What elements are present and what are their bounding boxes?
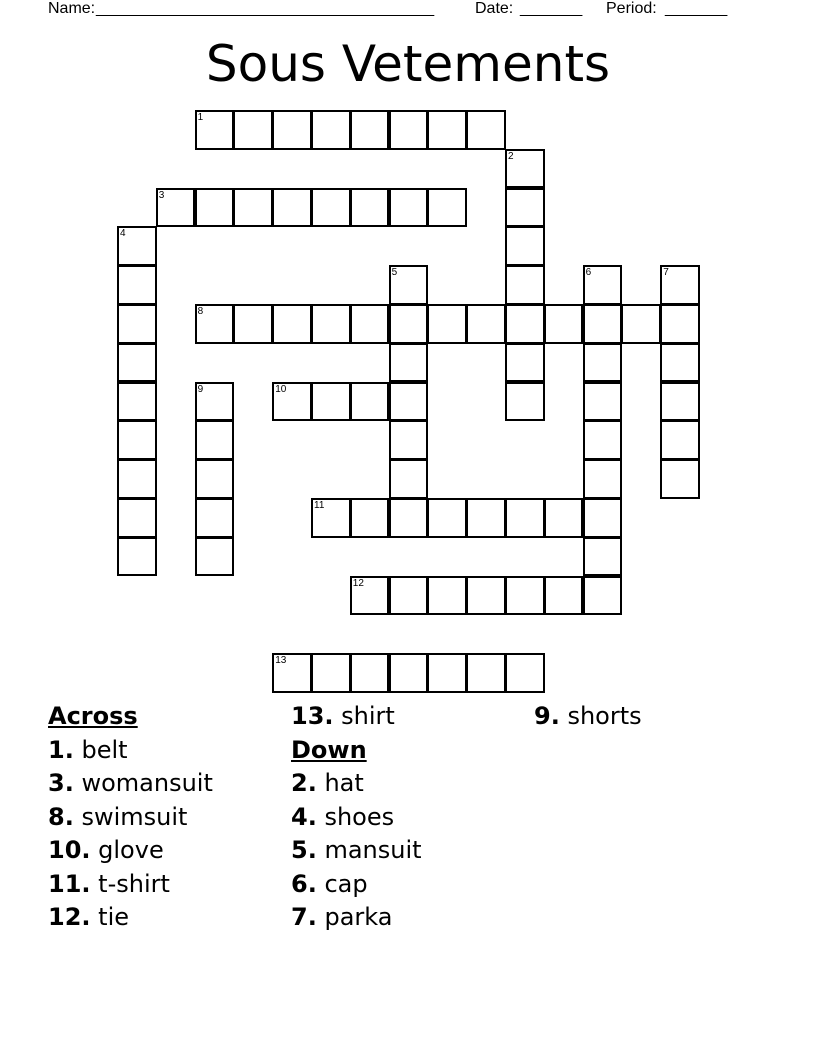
clue-list xyxy=(0,700,816,960)
grid-cell[interactable] xyxy=(660,343,700,383)
grid-cell[interactable] xyxy=(505,343,545,383)
grid-cell[interactable] xyxy=(117,304,157,344)
grid-cell[interactable] xyxy=(272,382,312,422)
clue-number: 4 xyxy=(120,228,126,240)
grid-cell[interactable] xyxy=(311,304,351,344)
grid-cell[interactable] xyxy=(583,537,623,577)
grid-cell[interactable] xyxy=(427,110,467,150)
grid-cell[interactable] xyxy=(311,382,351,422)
grid-cell[interactable] xyxy=(350,498,390,538)
grid-cell[interactable] xyxy=(117,459,157,499)
grid-cell[interactable] xyxy=(350,188,390,228)
clue-across-13: 13. shirt xyxy=(291,702,395,730)
grid-cell[interactable] xyxy=(427,188,467,228)
grid-cell[interactable] xyxy=(544,498,584,538)
grid-cell[interactable] xyxy=(389,420,429,460)
grid-cell[interactable] xyxy=(195,304,235,344)
down-heading: Down xyxy=(291,735,367,764)
grid-cell[interactable] xyxy=(505,226,545,266)
grid-cell[interactable] xyxy=(195,498,235,538)
grid-cell[interactable] xyxy=(350,576,390,616)
clue-column-3 xyxy=(534,700,642,734)
grid-cell[interactable] xyxy=(660,420,700,460)
grid-cell[interactable] xyxy=(233,188,273,228)
grid-cell[interactable] xyxy=(544,576,584,616)
grid-cell[interactable] xyxy=(505,382,545,422)
grid-cell[interactable] xyxy=(389,576,429,616)
clue-down-6: 6. cap xyxy=(291,869,368,898)
grid-cell[interactable] xyxy=(389,304,429,344)
clue-number: 10 xyxy=(275,383,287,395)
date-line: _______ xyxy=(520,0,583,17)
clue-number: 13 xyxy=(275,655,287,667)
grid-cell[interactable] xyxy=(156,188,196,228)
grid-cell[interactable] xyxy=(505,653,545,693)
clue-column-1 xyxy=(48,700,213,935)
grid-cell[interactable] xyxy=(117,420,157,460)
clue-number: 8 xyxy=(197,306,204,317)
grid-cell[interactable] xyxy=(505,188,545,228)
grid-cell[interactable] xyxy=(233,110,273,150)
grid-cell[interactable] xyxy=(505,265,545,305)
clue-number: 2 xyxy=(508,150,514,162)
clue-number: 5 xyxy=(391,267,398,279)
grid-cell[interactable] xyxy=(311,653,351,693)
grid-cell[interactable] xyxy=(117,343,157,383)
grid-cell[interactable] xyxy=(195,188,235,228)
grid-cell[interactable] xyxy=(233,304,273,344)
clue-down-7: 7. parka xyxy=(291,903,393,931)
grid-cell[interactable] xyxy=(660,265,700,305)
date-label: Date: xyxy=(475,0,514,17)
grid-cell[interactable] xyxy=(195,110,235,150)
grid-cell[interactable] xyxy=(389,265,429,305)
grid-cell[interactable] xyxy=(466,576,506,616)
grid-cell[interactable] xyxy=(117,537,157,577)
grid-cell[interactable] xyxy=(583,343,623,383)
clue-number: 6 xyxy=(585,267,592,279)
clue-number: 1 xyxy=(197,112,204,123)
grid-cell[interactable] xyxy=(583,420,623,460)
clue-number: 9 xyxy=(197,383,204,395)
grid-cell[interactable] xyxy=(466,110,506,150)
grid-cell[interactable] xyxy=(389,110,429,150)
grid-cell[interactable] xyxy=(389,382,429,422)
name-line: ______________________________________ xyxy=(96,0,435,17)
grid-cell[interactable] xyxy=(389,498,429,538)
grid-cell[interactable] xyxy=(389,188,429,228)
grid-cell[interactable] xyxy=(466,304,506,344)
grid-cell[interactable] xyxy=(117,498,157,538)
grid-cell[interactable] xyxy=(311,498,351,538)
grid-cell[interactable] xyxy=(427,498,467,538)
grid-cell[interactable] xyxy=(660,304,700,344)
grid-cell[interactable] xyxy=(505,304,545,344)
grid-cell[interactable] xyxy=(311,110,351,150)
grid-cell[interactable] xyxy=(505,149,545,189)
clue-down-9: 9. shorts xyxy=(534,702,642,730)
grid-cell[interactable] xyxy=(389,459,429,499)
clue-across-11: 11. t-shirt xyxy=(48,869,170,898)
grid-cell[interactable] xyxy=(350,304,390,344)
puzzle-title: Sous Vetements xyxy=(205,35,611,93)
grid-cell[interactable] xyxy=(195,420,235,460)
grid-cell[interactable] xyxy=(583,382,623,422)
grid-cell[interactable] xyxy=(427,653,467,693)
grid-cell[interactable] xyxy=(466,653,506,693)
clue-across-3: 3. womansuit xyxy=(48,769,213,797)
clue-number: 7 xyxy=(663,267,669,279)
grid-cell[interactable] xyxy=(389,653,429,693)
grid-cell[interactable] xyxy=(195,382,235,422)
clue-down-2: 2. hat xyxy=(291,769,364,797)
grid-cell[interactable] xyxy=(583,498,623,538)
grid-cell[interactable] xyxy=(272,304,312,344)
grid-cell[interactable] xyxy=(660,459,700,499)
clue-down-5: 5. mansuit xyxy=(291,836,422,864)
grid-cell[interactable] xyxy=(466,498,506,538)
grid-cell[interactable] xyxy=(350,110,390,150)
name-label: Name: xyxy=(48,0,96,17)
grid-cell[interactable] xyxy=(117,265,157,305)
clue-down-4: 4. shoes xyxy=(291,802,395,831)
grid-cell[interactable] xyxy=(195,537,235,577)
clue-number: 12 xyxy=(352,577,364,589)
clue-column-2 xyxy=(291,700,422,935)
grid-cell[interactable] xyxy=(427,576,467,616)
grid-cell[interactable] xyxy=(621,304,661,344)
clue-across-1: 1. belt xyxy=(48,735,128,764)
period-label: Period: xyxy=(606,0,657,17)
grid-cell[interactable] xyxy=(272,653,312,693)
clue-number: 11 xyxy=(314,500,325,511)
grid-cell[interactable] xyxy=(272,188,312,228)
grid-cell[interactable] xyxy=(117,226,157,266)
grid-cell[interactable] xyxy=(505,576,545,616)
clue-across-10: 10. glove xyxy=(48,836,164,864)
grid-cell[interactable] xyxy=(583,576,623,616)
clue-across-8: 8. swimsuit xyxy=(48,802,188,831)
clue-number: 3 xyxy=(158,189,165,201)
grid-cell[interactable] xyxy=(350,382,390,422)
grid-cell[interactable] xyxy=(505,498,545,538)
grid-cell[interactable] xyxy=(389,343,429,383)
grid-cell[interactable] xyxy=(117,382,157,422)
grid-cell[interactable] xyxy=(272,110,312,150)
grid-cell[interactable] xyxy=(311,188,351,228)
clue-across-12: 12. tie xyxy=(48,903,129,931)
period-line: _______ xyxy=(665,0,728,17)
grid-cell[interactable] xyxy=(427,304,467,344)
grid-cell[interactable] xyxy=(660,382,700,422)
grid-cell[interactable] xyxy=(350,653,390,693)
grid-cell[interactable] xyxy=(583,304,623,344)
grid-cell[interactable] xyxy=(544,304,584,344)
across-heading: Across xyxy=(48,702,138,730)
grid-cell[interactable] xyxy=(583,265,623,305)
grid-cell[interactable] xyxy=(583,459,623,499)
grid-cell[interactable] xyxy=(195,459,235,499)
